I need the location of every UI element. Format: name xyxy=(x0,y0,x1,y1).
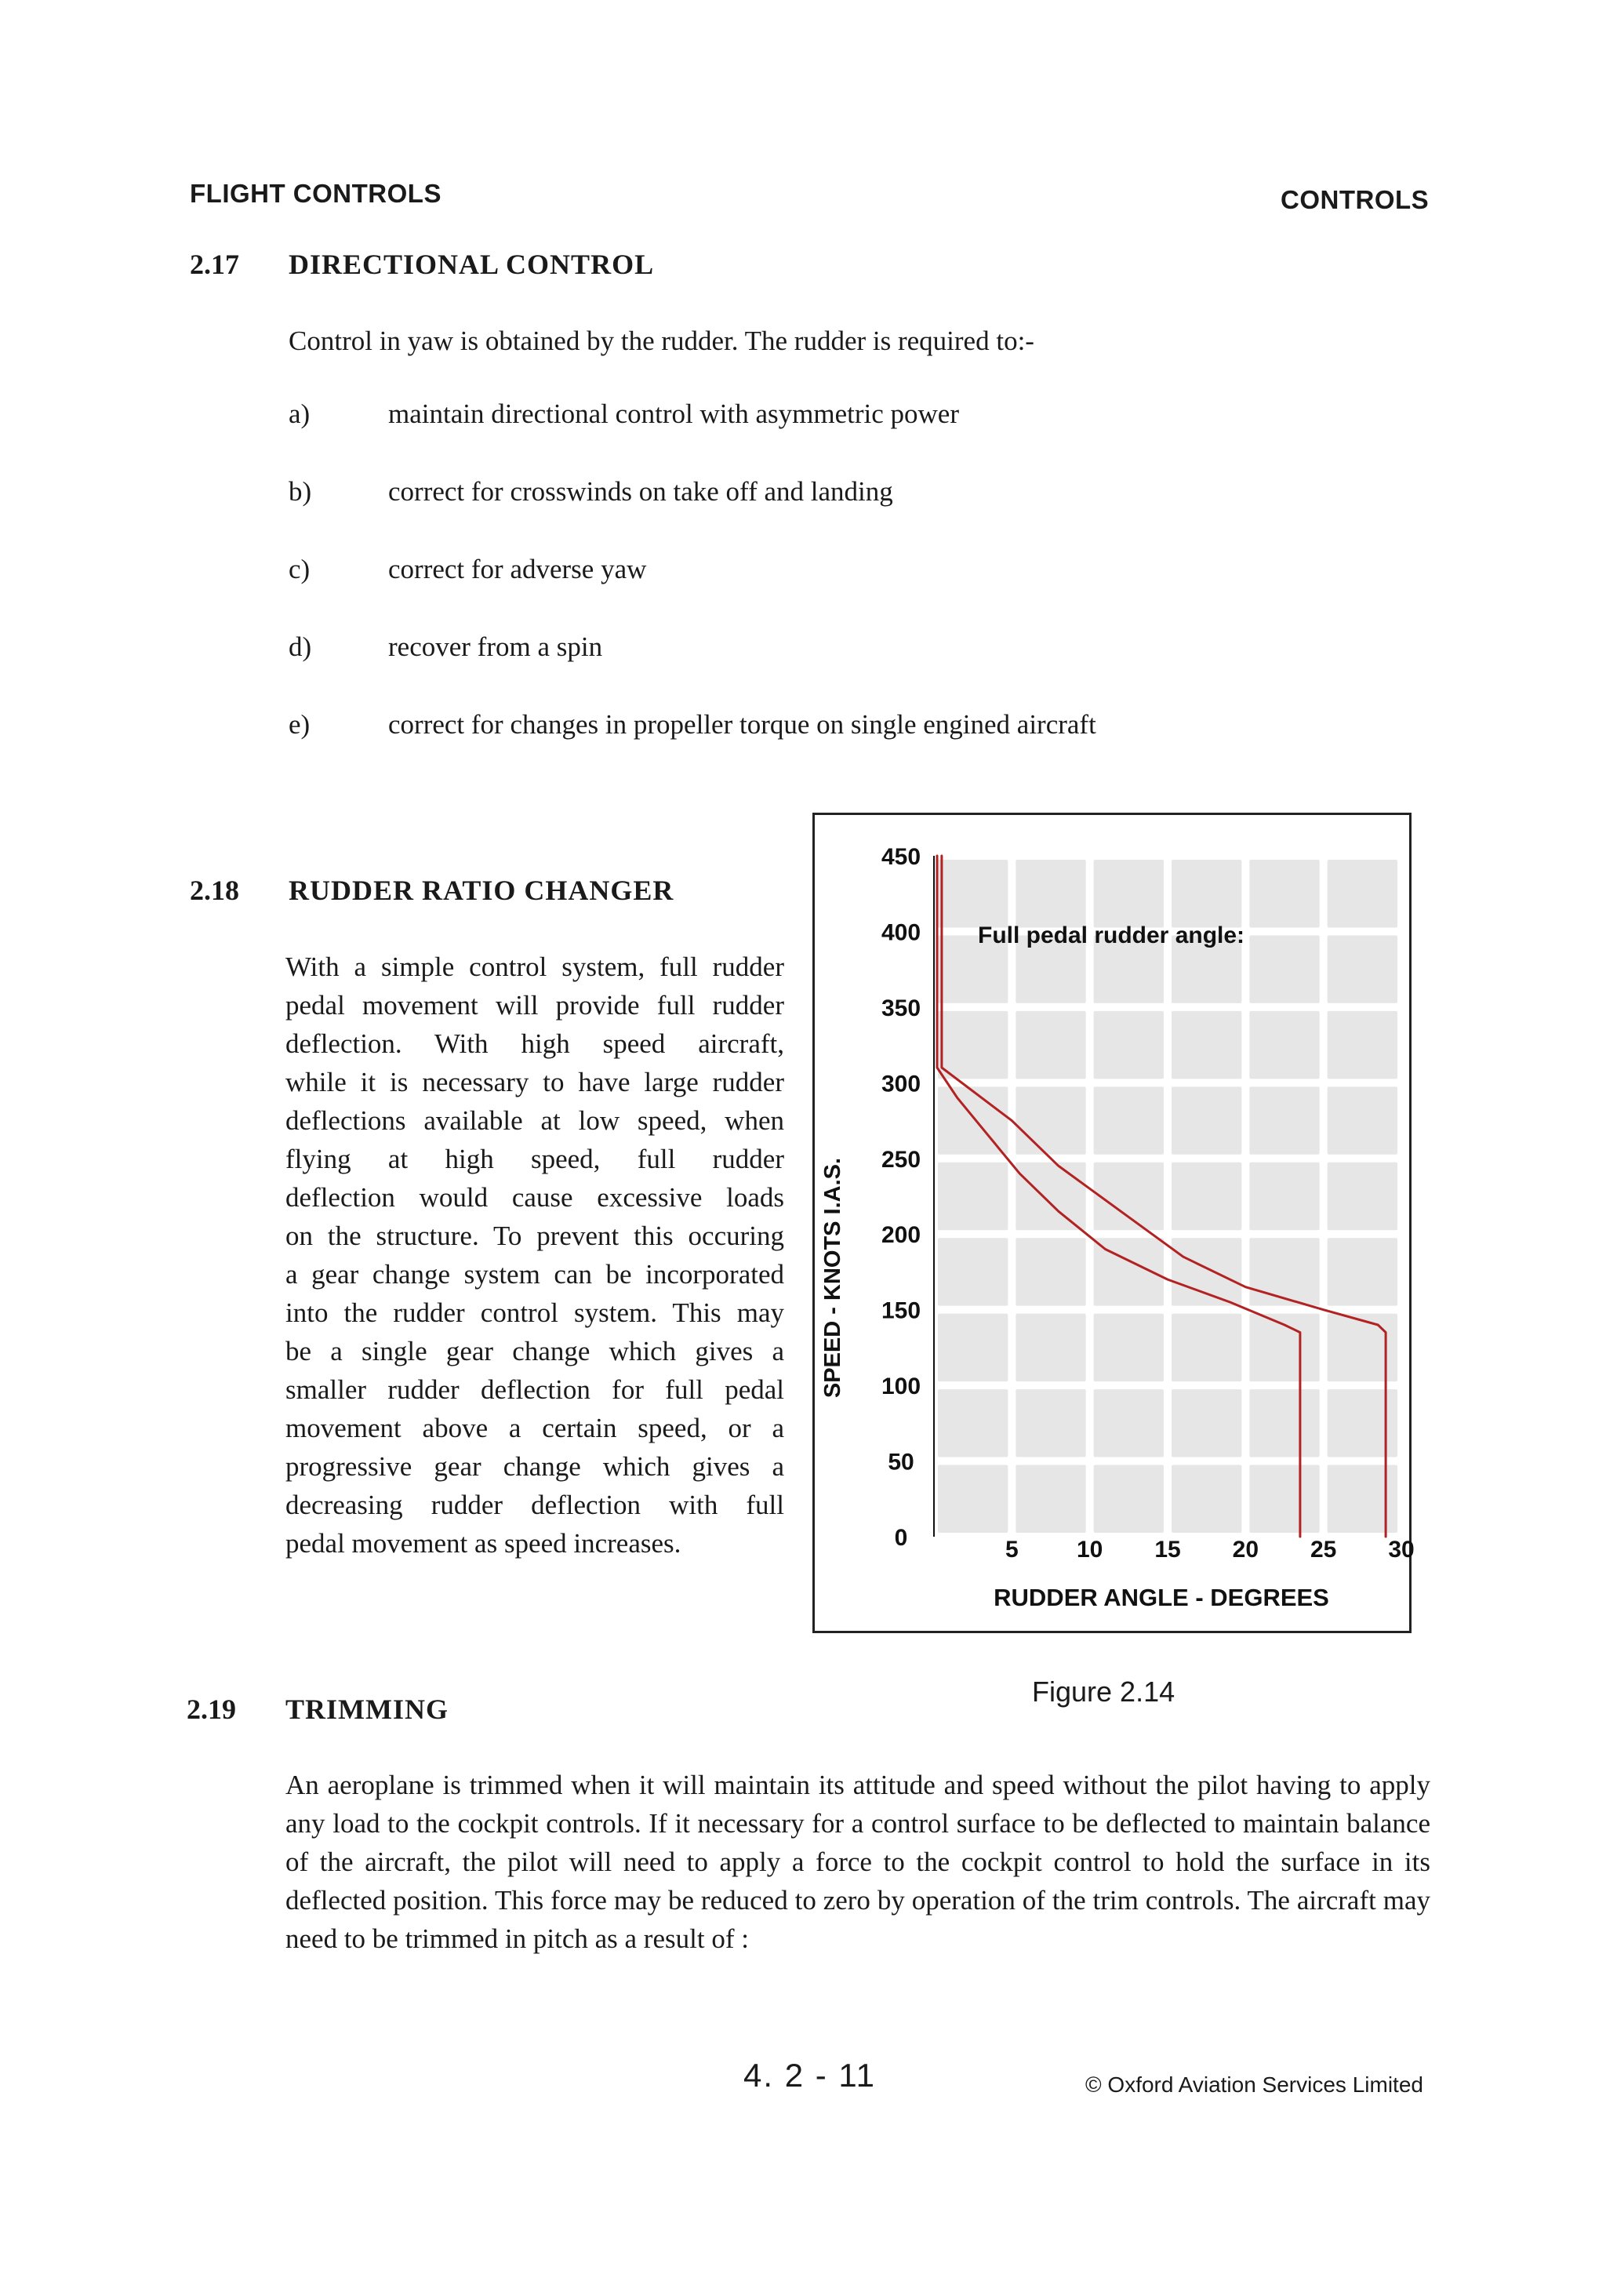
grid-cell xyxy=(1249,1238,1319,1305)
y-tick-label: 250 xyxy=(881,1146,921,1173)
y-tick-label: 200 xyxy=(881,1222,921,1249)
copyright: © Oxford Aviation Services Limited xyxy=(1085,2072,1423,2097)
body-line: on the structure. To prevent this occuring xyxy=(285,1221,784,1251)
section-number: 2.17 xyxy=(190,249,239,280)
x-tick-label: 5 xyxy=(1005,1537,1019,1563)
list-item xyxy=(289,398,1308,476)
grid-cell xyxy=(1249,860,1319,927)
grid-cell xyxy=(1172,1086,1241,1154)
body-line: With a simple control system, full rudder xyxy=(285,952,784,982)
section-intro: Control in yaw is obtained by the rudder. The rudder is required to:- xyxy=(289,326,1034,356)
grid-cell xyxy=(1172,1389,1241,1457)
grid-cell xyxy=(1094,1314,1164,1381)
y-tick-label: 350 xyxy=(881,995,921,1021)
grid-cell xyxy=(1249,1389,1319,1457)
figure-caption: Figure 2.14 xyxy=(1032,1676,1175,1708)
grid-cell xyxy=(938,1314,1008,1381)
body-line: pedal movement will provide full rudder xyxy=(285,990,784,1021)
list-text: correct for changes in propeller torque on single engined aircraft xyxy=(388,709,1096,740)
grid-cell xyxy=(1016,1389,1085,1457)
y-tick-label: 300 xyxy=(881,1071,921,1097)
grid-cell xyxy=(1328,1163,1397,1230)
y-tick-label: 0 xyxy=(894,1525,908,1551)
y-tick-label: 150 xyxy=(881,1297,921,1324)
body-line: while it is necessary to have large rudder xyxy=(285,1067,784,1097)
list-text: correct for crosswinds on take off and landing xyxy=(388,476,893,507)
list-item xyxy=(289,476,1308,554)
list-marker: d) xyxy=(289,631,312,662)
list-item xyxy=(289,631,1308,709)
grid-cell xyxy=(1016,1465,1085,1533)
grid-cell xyxy=(1016,1163,1085,1230)
body-line: movement above a certain speed, or a xyxy=(285,1413,784,1443)
section-title: DIRECTIONAL CONTROL xyxy=(289,249,655,280)
grid-cell xyxy=(1016,860,1085,927)
body-line: deflections available at low speed, when xyxy=(285,1105,784,1136)
rudder-ratio-chart xyxy=(815,815,1415,1631)
grid-cell xyxy=(1249,1163,1319,1230)
grid-cell xyxy=(1094,1163,1164,1230)
x-tick-label: 15 xyxy=(1154,1537,1181,1563)
list-marker: a) xyxy=(289,398,311,429)
grid-cell xyxy=(1016,1011,1085,1079)
y-tick-label: 100 xyxy=(881,1374,921,1400)
grid-cell xyxy=(1094,1011,1164,1079)
section-title: RUDDER RATIO CHANGER xyxy=(289,875,674,906)
chart-title: Full pedal rudder angle: xyxy=(978,922,1245,948)
body-line: smaller rudder deflection for full pedal xyxy=(285,1374,784,1405)
list-item xyxy=(289,709,1308,787)
running-header-right: CONTROLS xyxy=(1281,185,1430,214)
y-axis-label: SPEED - KNOTS I.A.S. xyxy=(820,1157,845,1399)
grid-cell xyxy=(1172,1163,1241,1230)
section-body xyxy=(285,948,784,1563)
grid-cell xyxy=(938,860,1008,927)
body-line: be a single gear change which gives a xyxy=(285,1336,784,1366)
grid-cell xyxy=(1094,1465,1164,1533)
figure-box xyxy=(812,813,1415,1633)
running-header-left: FLIGHT CONTROLS xyxy=(190,179,441,208)
grid-cell xyxy=(1328,860,1397,927)
body-line: pedal movement as speed increases. xyxy=(285,1528,681,1559)
grid-cell xyxy=(1328,935,1397,1002)
grid-cell xyxy=(1172,1314,1241,1381)
section-number: 2.18 xyxy=(190,875,239,906)
grid-cell xyxy=(1016,1314,1085,1381)
grid-cell xyxy=(1328,1086,1397,1154)
body-line: progressive gear change which gives a xyxy=(285,1451,784,1482)
grid-cell xyxy=(938,1163,1008,1230)
grid-cell xyxy=(1094,1389,1164,1457)
x-tick-label: 20 xyxy=(1232,1537,1259,1563)
grid-cell xyxy=(1172,860,1241,927)
y-tick-label: 450 xyxy=(881,844,921,870)
x-tick-label: 30 xyxy=(1388,1537,1415,1563)
list-item xyxy=(289,554,1308,631)
grid-cell xyxy=(1249,1465,1319,1533)
y-tick-label: 400 xyxy=(881,919,921,946)
list-marker: b) xyxy=(289,476,312,507)
x-tick-label: 10 xyxy=(1076,1537,1103,1563)
grid-cell xyxy=(1249,935,1319,1002)
body-line: deflection. With high speed aircraft, xyxy=(285,1028,784,1059)
grid-cell xyxy=(1172,1011,1241,1079)
grid-cell xyxy=(1094,1086,1164,1154)
chart-grid xyxy=(938,860,1397,1533)
body-line: flying at high speed, full rudder xyxy=(285,1144,784,1174)
grid-cell xyxy=(1172,1465,1241,1533)
page-number: 4. 2 - 11 xyxy=(743,2057,876,2094)
list-text: recover from a spin xyxy=(388,631,603,662)
body-line: into the rudder control system. This may xyxy=(285,1297,784,1328)
x-axis-label: RUDDER ANGLE - DEGREES xyxy=(994,1584,1329,1611)
grid-cell xyxy=(938,1238,1008,1305)
grid-cell xyxy=(1249,1086,1319,1154)
list-text: maintain directional control with asymmetric power xyxy=(388,398,959,429)
grid-cell xyxy=(1328,1238,1397,1305)
body-line: a gear change system can be incorporated xyxy=(285,1259,784,1290)
section-number: 2.19 xyxy=(187,1694,236,1725)
body-line: decreasing rudder deflection with full xyxy=(285,1490,784,1520)
section-body: An aeroplane is trimmed when it will maintain its attitude and speed without the pilot having to apply any load to the cockpit controls. If it necessary for a control surface to be deflected to maintain balance of the aircraft, the pilot will need to apply a force to the cockpit control to hold the surface in its deflected position. This force may be reduced to zero by operation of the trim controls. The aircraft may need to be trimmed in pitch as a result of : xyxy=(285,1770,1430,1954)
y-tick-label: 50 xyxy=(888,1449,914,1475)
grid-cell xyxy=(938,1465,1008,1533)
grid-cell xyxy=(938,1011,1008,1079)
requirements-list xyxy=(289,398,1308,787)
grid-cell xyxy=(1328,1011,1397,1079)
grid-cell xyxy=(1094,860,1164,927)
list-marker: e) xyxy=(289,709,311,740)
x-tick-label: 25 xyxy=(1310,1537,1337,1563)
grid-cell xyxy=(1016,1238,1085,1305)
grid-cell xyxy=(938,1086,1008,1154)
grid-cell xyxy=(1249,1011,1319,1079)
list-text: correct for adverse yaw xyxy=(388,554,647,584)
section-title: TRIMMING xyxy=(285,1694,449,1725)
grid-cell xyxy=(938,1389,1008,1457)
grid-cell xyxy=(1016,1086,1085,1154)
list-marker: c) xyxy=(289,554,311,584)
grid-cell xyxy=(1172,1238,1241,1305)
body-line: deflection would cause excessive loads xyxy=(285,1182,784,1213)
